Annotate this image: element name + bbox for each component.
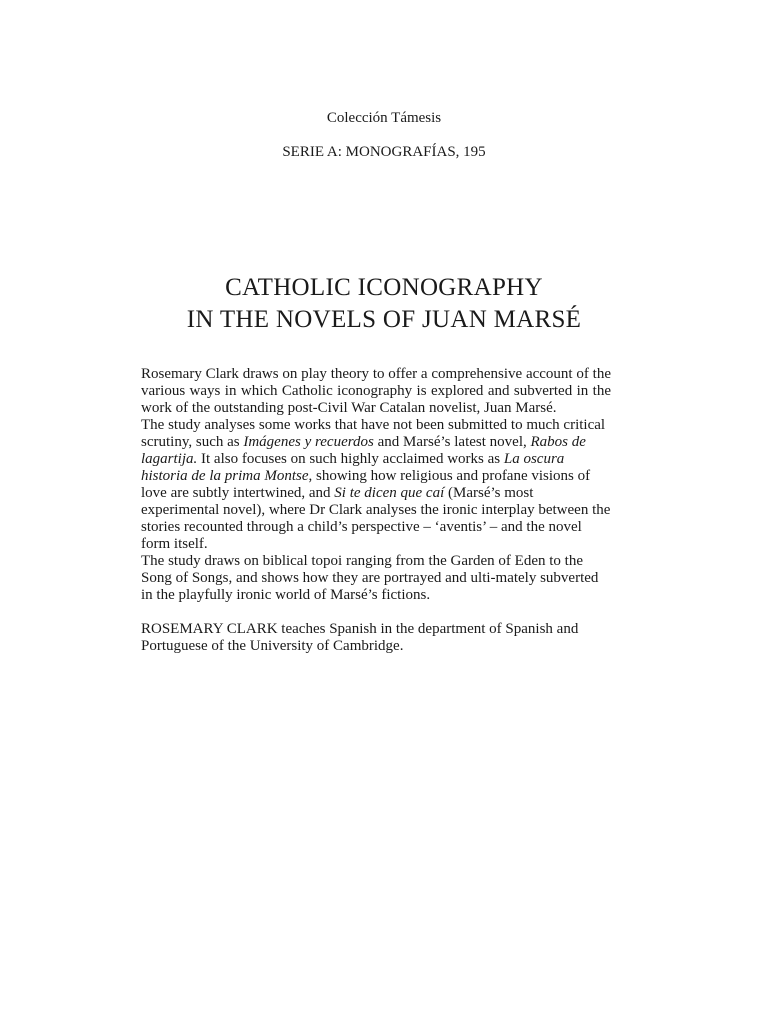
series-header	[0, 108, 768, 162]
blurb-text: The study analyses some works that have not been submitted to much critical scrutiny, such as	[141, 417, 606, 450]
blurb-text: It also focuses on such highly acclaimed works as	[197, 451, 504, 467]
book-title-oscura-historia: La oscura historia de la prima Montse	[141, 451, 565, 484]
book-title-si-te-dicen: Si te dicen que caí	[334, 485, 445, 501]
series-number: SERIE A: MONOGRAFÍAS, 195	[282, 144, 486, 160]
blurb-paragraph-3: The study draws on biblical topoi ranging from the Garden of Eden to the Song of Songs, and shows how they are portrayed and ulti-mately subverted in the playfully ironic world of Marsé’s fictions.	[141, 553, 599, 603]
author-bio: ROSEMARY CLARK teaches Spanish in the department of Spanish and Portuguese of the University of Cambridge.	[141, 621, 579, 654]
blurb	[141, 366, 611, 655]
book-title	[0, 272, 768, 336]
blurb-paragraph-2	[141, 417, 611, 553]
blurb-text: (Marsé’s most experimental novel), where Dr Clark analyses the ironic interplay between the stories recounted through a child’s perspective – ‘aventis’ – and the novel form itself.	[141, 485, 611, 552]
blurb-text: and Marsé’s latest novel,	[373, 434, 531, 450]
blurb-paragraph-1: Rosemary Clark draws on play theory to offer a comprehensive account of the various ways in which Catholic iconography is explored and subverted in the work of the outstanding post-Civil War Catalan novelist, Juan Marsé.	[141, 366, 611, 416]
title-line-1: CATHOLIC ICONOGRAPHY	[225, 274, 543, 301]
collection-name: Colección Támesis	[326, 110, 442, 126]
book-title-imagenes: Imágenes y recuerdos	[243, 434, 374, 450]
title-line-2: IN THE NOVELS OF JUAN MARSÉ	[186, 306, 582, 333]
blurb-text: , showing how religious and profane visions of love are subtly intertwined, and	[141, 468, 591, 501]
book-title-rabos: Rabos de lagartija.	[141, 434, 586, 467]
